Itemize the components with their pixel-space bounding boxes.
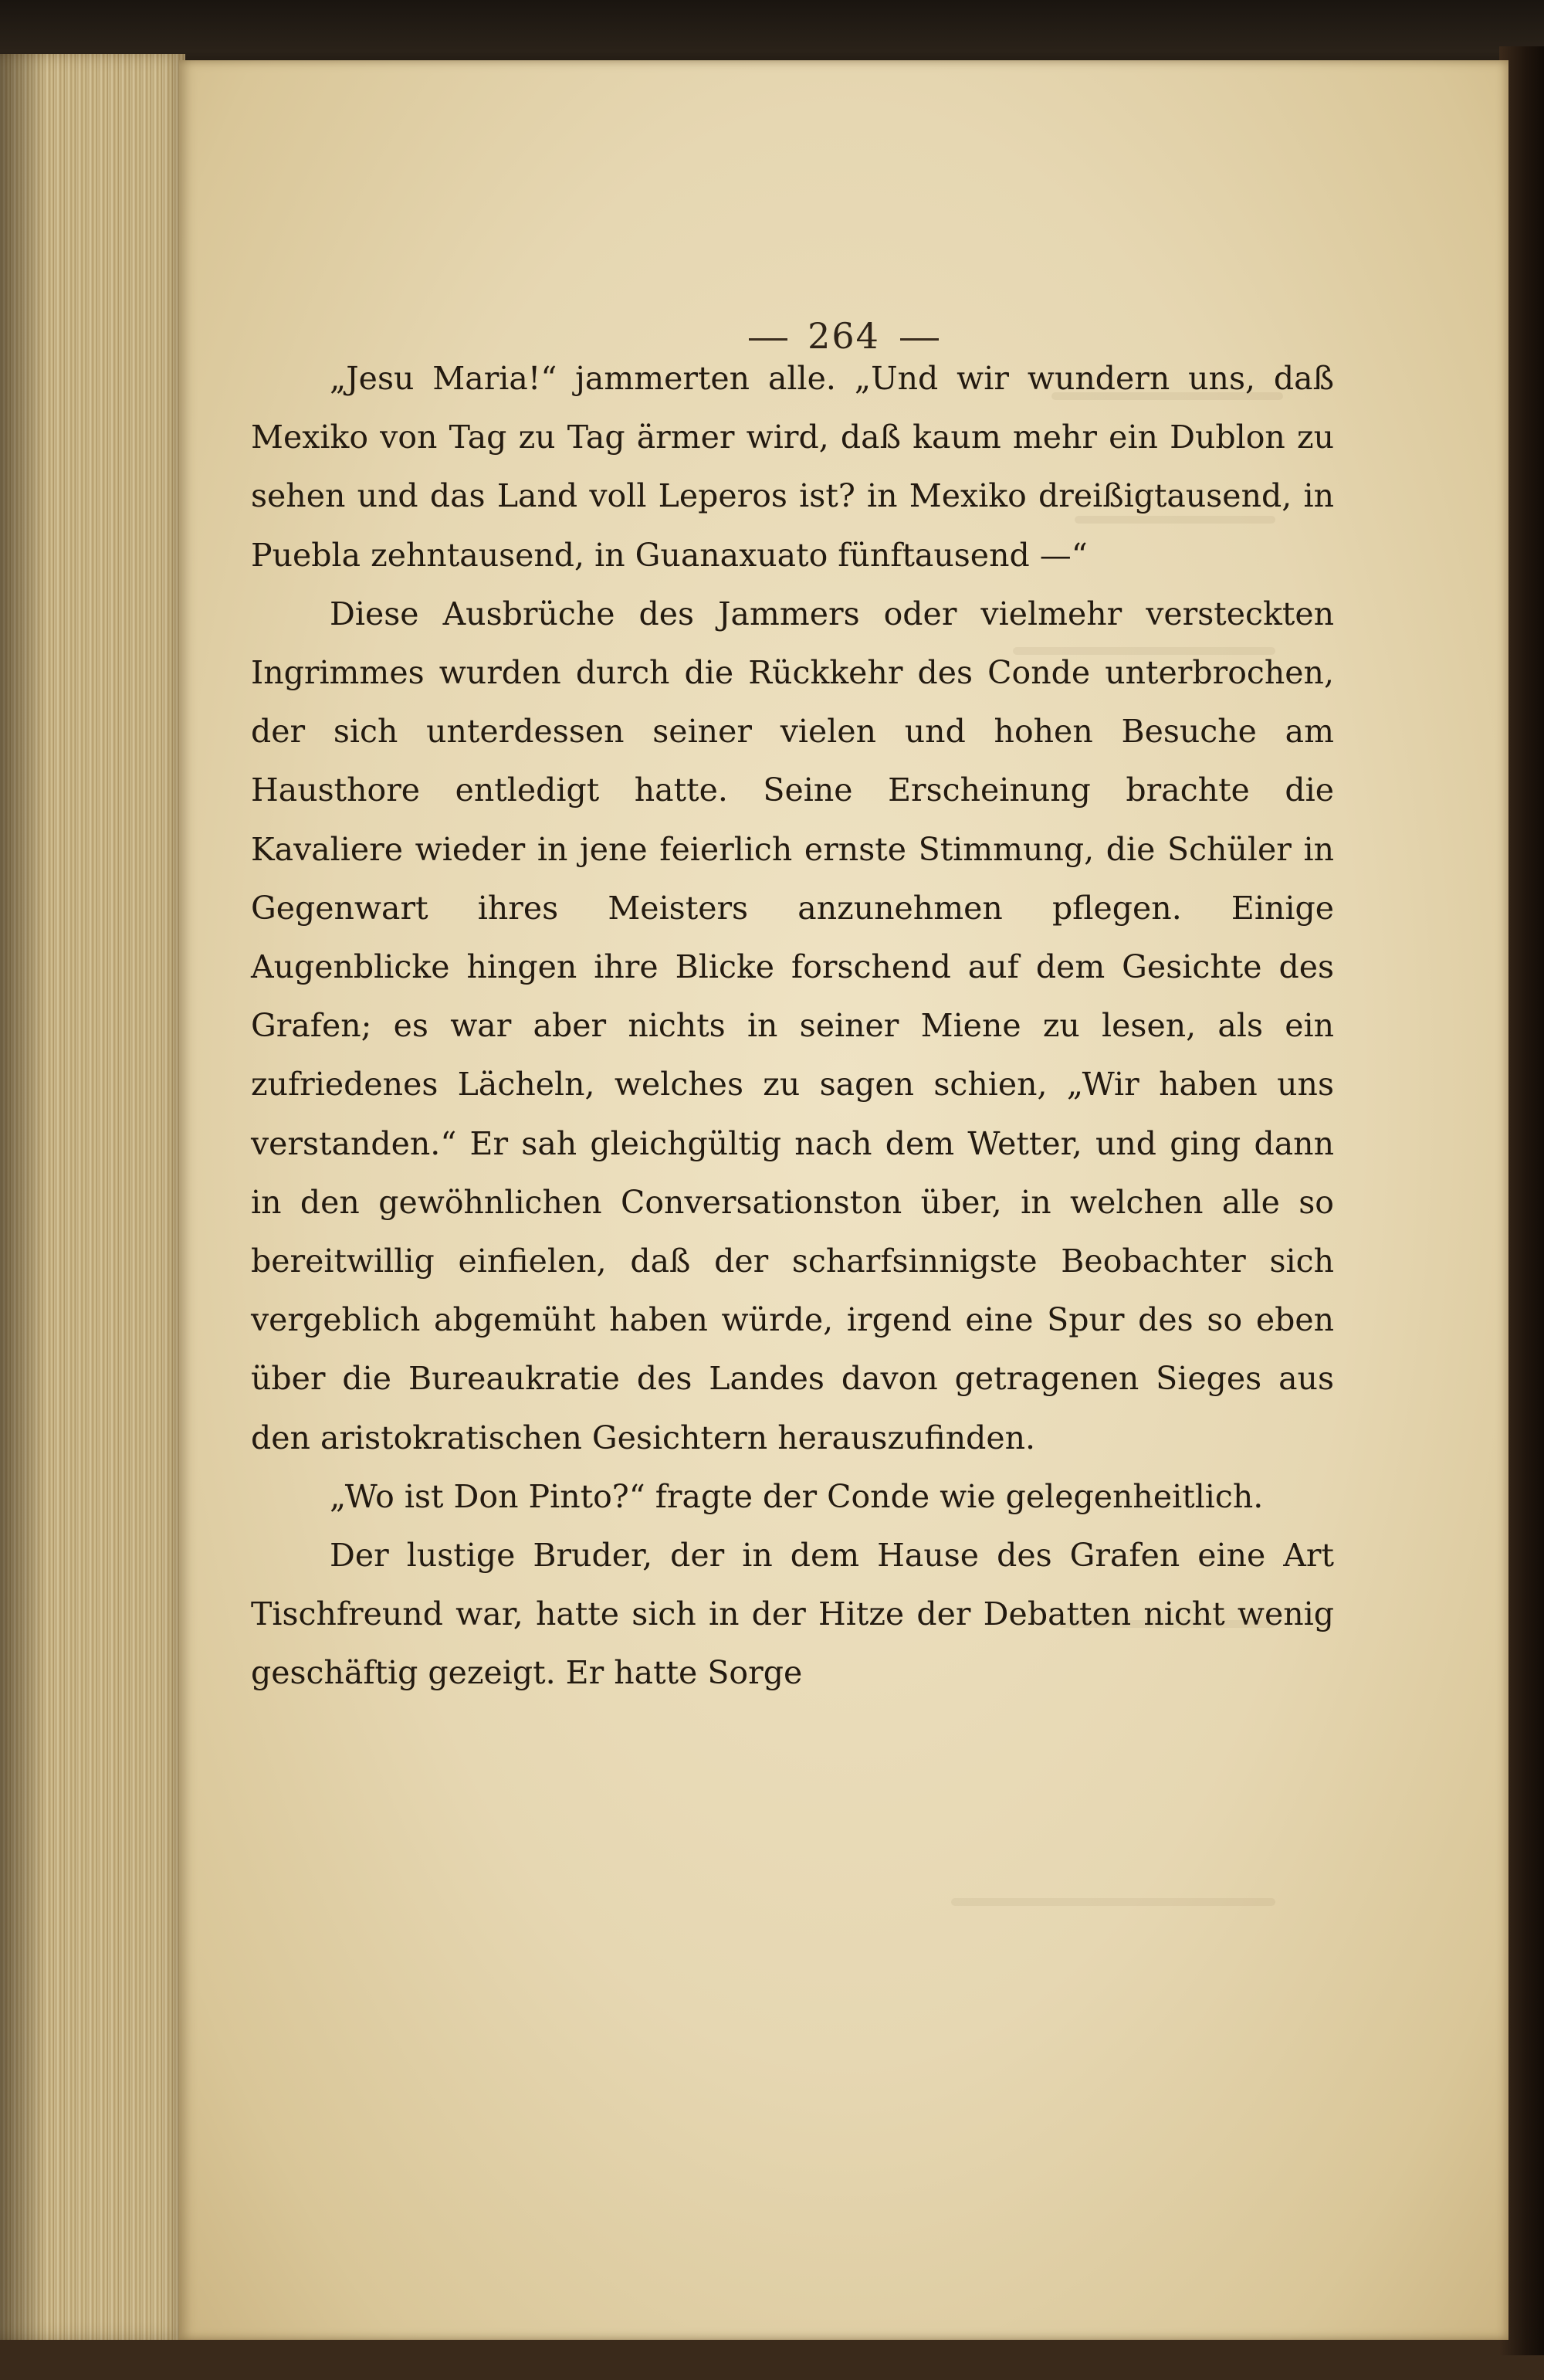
- body-text: [251, 349, 1334, 1703]
- paragraph: „Wo ist Don Pinto?“ fragte der Conde wie gelegenheitlich.: [330, 1477, 1264, 1515]
- page-number: 264: [808, 315, 880, 357]
- header-dash-right: [900, 338, 939, 341]
- paragraph: Diese Ausbrüche des Jammers oder vielmehr versteckten Ingrimmes wurden durch die Rückkehr des Conde unterbrochen, der sich unterdessen seiner vielen und hohen Besuche am Hausthore entledigt hatte. Seine Erscheinung brachte die Kavaliere wieder in jene feierlich ernste Stimmung, die Schüler in Gegenwart ihres Meisters anzunehmen pflegen. Einige Augenblicke hingen ihre Blicke forschend auf dem Gesichte des Grafen; es war aber nichts in seiner Miene zu lesen, als ein zufriedenes Lächeln, welches zu sagen schien, „Wir haben uns verstanden.“ Er sah gleichgültig nach dem Wetter, und ging dann in den gewöhnlichen Conversationston über, in welchen alle so bereitwillig einfielen, daß der scharfsinnigste Beobachter sich vergeblich abgemüht haben würde, irgend eine Spur des so eben über die Bureaukratie des Landes davon getragenen Sieges aus den aristokratischen Gesichtern herauszufinden.: [251, 595, 1334, 1456]
- header-dash-left: [749, 338, 787, 341]
- paragraph: Der lustige Bruder, der in dem Hause des Grafen eine Art Tischfreund war, hatte sich in der Hitze der Debatten nicht wenig geschäftig gezeigt. Er hatte Sorge: [251, 1537, 1334, 1692]
- page-stack-edges: [0, 54, 185, 2340]
- paragraph: „Jesu Maria!“ jammerten alle. „Und wir wundern uns, daß Mexiko von Tag zu Tag ärmer wird, daß kaum mehr ein Dublon zu sehen und das Land voll Leperos ist? in Mexiko dreißigtausend, in Puebla zehntausend, in Guanaxuato fünftausend —“: [251, 360, 1334, 574]
